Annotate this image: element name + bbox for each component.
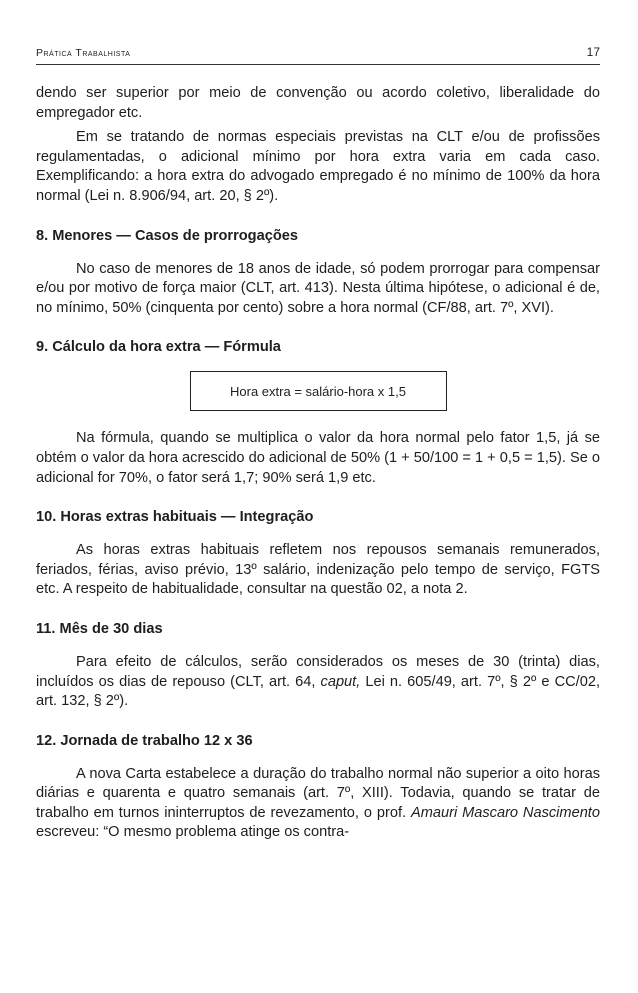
- page-number: 17: [586, 45, 600, 59]
- section-12-text-b: escreveu: “O mesmo problema atinge os contra-: [36, 824, 350, 841]
- section-8-heading: 8. Menores — Casos de prorrogações: [36, 227, 298, 244]
- section-8-paragraph: No caso de menores de 18 anos de idade, só podem prorrogar para compensar e/ou por motivo de força maior (CLT, art. 413). Nesta última hipótese, o adicional é de, no mínimo, 50% (cinquenta por cento) sobre a hora normal (CF/88, art. 7º, XVI).: [36, 260, 600, 316]
- running-header: [36, 44, 600, 65]
- section-11-paragraph: [36, 653, 600, 712]
- section-12-paragraph: [36, 765, 600, 843]
- formula-box: Hora extra = salário-hora x 1,5: [190, 371, 447, 411]
- section-10-heading: 10. Horas extras habituais — Integração: [36, 509, 314, 526]
- section-9-heading: 9. Cálculo da hora extra — Fórmula: [36, 339, 281, 356]
- paragraph-normas-especiais: Em se tratando de normas especiais previstas na CLT e/ou de profissões regulamentadas, o adicional mínimo por hora extra varia em cada caso. Exemplificando: a hora extra do advogado empregado é no mínimo de 100% da hora normal (Lei n. 8.906/94, art. 20, § 2º).: [36, 129, 600, 204]
- section-12-text-a: A nova Carta estabelece a duração do trabalho normal não superior a oito horas diárias e quarenta e quatro semanais (art. 7º, XIII). Todavia, quando se tratar de trabalho em turnos ininterruptos de revezamento, o prof.: [36, 765, 600, 821]
- page-content: [36, 84, 600, 843]
- paragraph-intro: dendo ser superior por meio de convenção ou acordo coletivo, liberalidade do empregador etc.: [36, 85, 600, 121]
- running-title: Prática Trabalhista: [36, 47, 131, 59]
- section-11-italic: caput,: [320, 673, 361, 690]
- section-10-paragraph: As horas extras habituais refletem nos repousos semanais remunerados, feriados, férias, aviso prévio, 13º salário, indenização pelo tempo de serviço, FGTS etc. A respeito de habitualidade, consultar na questão 02, a nota 2.: [36, 542, 600, 598]
- section-11-text-b: Lei n. 605/49, art. 7º, § 2º e CC/02, art. 132, § 2º).: [36, 673, 601, 710]
- section-11-text-a: Para efeito de cálculos, serão considerados os meses de 30 (trinta) dias, incluídos os dias de repouso (CLT, art. 64,: [36, 653, 600, 690]
- section-9-paragraph: Na fórmula, quando se multiplica o valor da hora normal pelo fator 1,5, já se obtém o valor da hora acrescido do adicional de 50% (1 + 50/100 = 1 + 0,5 = 1,5). Se o adicional for 70%, o fator será 1,7; 90% será 1,9 etc.: [36, 430, 600, 486]
- section-11-heading: 11. Mês de 30 dias: [36, 620, 163, 637]
- section-12-author: Amauri Mascaro Nascimento: [410, 804, 600, 821]
- section-12-heading: 12. Jornada de trabalho 12 x 36: [36, 732, 253, 749]
